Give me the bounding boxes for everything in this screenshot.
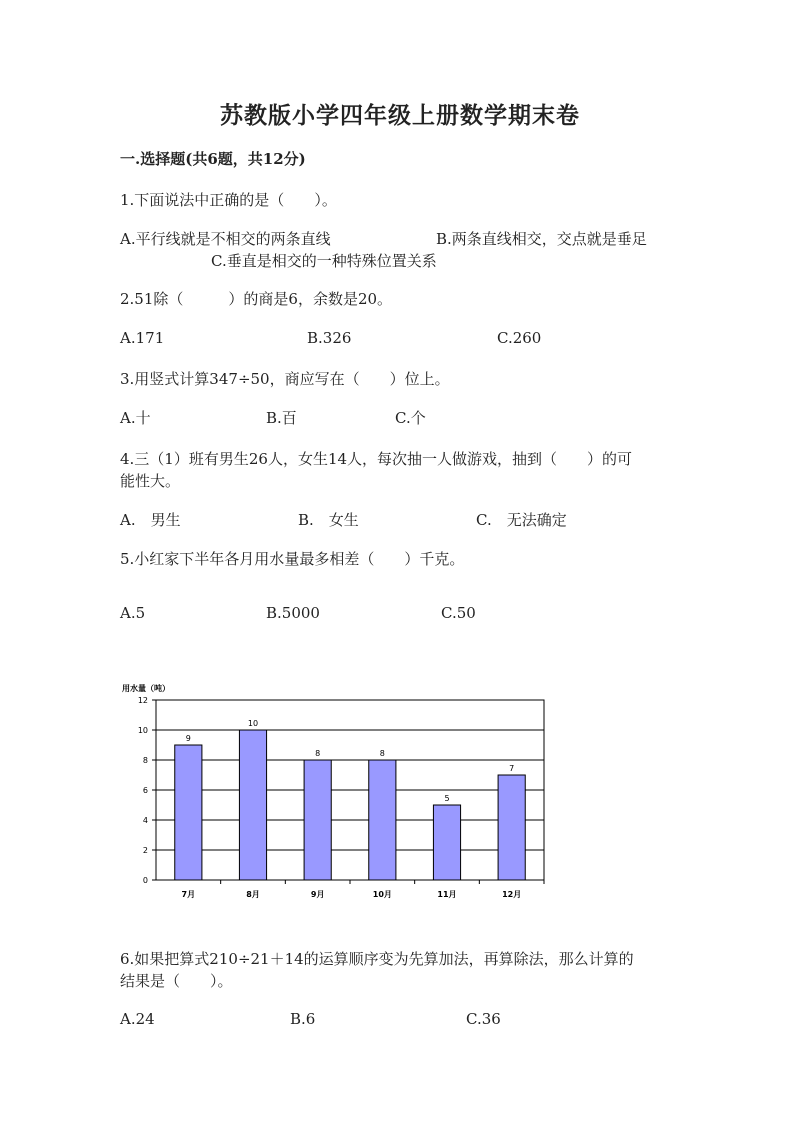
chart-bar xyxy=(175,745,202,880)
question-4-option-c: C. 无法确定 xyxy=(476,511,567,529)
chart-x-tick-label: 12月 xyxy=(502,890,522,899)
question-1-stem: 1.下面说法中正确的是（ ）。 xyxy=(120,191,337,209)
question-5-option-a: A.5 xyxy=(120,604,146,622)
chart-data-label: 7 xyxy=(509,764,515,773)
question-2-option-a: A.171 xyxy=(120,329,165,347)
chart-y-tick-label: 12 xyxy=(137,696,148,705)
section-heading: 一.选择题(共6题，共12分) xyxy=(120,150,306,168)
chart-bar xyxy=(498,775,525,880)
question-2-option-b: B.326 xyxy=(307,329,352,347)
chart-x-tick-label: 7月 xyxy=(181,890,196,899)
chart-y-tick-label: 6 xyxy=(142,786,148,795)
question-4-option-a: A. 男生 xyxy=(120,511,181,529)
question-3-stem: 3.用竖式计算347÷50，商应写在（ ）位上。 xyxy=(120,370,450,388)
chart-y-tick-label: 4 xyxy=(142,816,148,825)
chart-data-label: 5 xyxy=(444,794,450,803)
question-2-option-c: C.260 xyxy=(497,329,542,347)
chart-x-tick-label: 11月 xyxy=(437,890,457,899)
chart-x-tick-label: 8月 xyxy=(246,890,260,899)
chart-data-label: 8 xyxy=(315,749,321,758)
chart-data-label: 10 xyxy=(247,719,259,728)
chart-y-axis-label: 用水量（吨） xyxy=(122,684,170,693)
chart-data-label: 9 xyxy=(185,734,191,743)
question-1-option-b: B.两条直线相交，交点就是垂足 xyxy=(436,230,647,248)
question-2-stem: 2.51除（ ）的商是6，余数是20。 xyxy=(120,290,393,308)
question-5-option-c: C.50 xyxy=(441,604,476,622)
chart-x-tick-label: 10月 xyxy=(372,890,392,899)
question-6-option-c: C.36 xyxy=(466,1010,501,1028)
question-5-option-b: B.5000 xyxy=(266,604,320,622)
question-4-option-b: B. 女生 xyxy=(298,511,359,529)
chart-y-tick-label: 2 xyxy=(142,846,148,855)
chart-bar xyxy=(433,805,460,880)
question-6-stem-line-2: 结果是（ ）。 xyxy=(120,972,233,990)
chart-y-tick-label: 0 xyxy=(142,876,148,885)
chart-bar xyxy=(369,760,396,880)
question-6-option-a: A.24 xyxy=(120,1010,155,1028)
question-4-stem-line-2: 能性大。 xyxy=(120,472,181,490)
chart-y-tick-label: 10 xyxy=(137,726,148,735)
page-title: 苏教版小学四年级上册数学期末卷 xyxy=(220,102,580,129)
question-5-stem: 5.小红家下半年各月用水量最多相差（ ）千克。 xyxy=(120,550,465,568)
water-usage-bar-chart xyxy=(118,678,558,908)
question-6-stem-line-1: 6.如果把算式210÷21＋14的运算顺序变为先算加法，再算除法，那么计算的 xyxy=(120,950,634,968)
question-3-option-a: A.十 xyxy=(120,409,151,427)
question-1-option-c: C.垂直是相交的一种特殊位置关系 xyxy=(211,252,437,270)
chart-bar xyxy=(239,730,266,880)
question-3-option-c: C.个 xyxy=(395,409,426,427)
chart-x-tick-label: 9月 xyxy=(310,890,325,899)
question-3-option-b: B.百 xyxy=(266,409,297,427)
question-6-option-b: B.6 xyxy=(290,1010,316,1028)
question-4-stem-line-1: 4.三（1）班有男生26人，女生14人，每次抽一人做游戏，抽到（ ）的可 xyxy=(120,450,633,468)
question-1-option-a: A.平行线就是不相交的两条直线 xyxy=(120,230,331,248)
chart-data-label: 8 xyxy=(379,749,385,758)
chart-bar xyxy=(304,760,331,880)
chart-y-tick-label: 8 xyxy=(142,756,148,765)
